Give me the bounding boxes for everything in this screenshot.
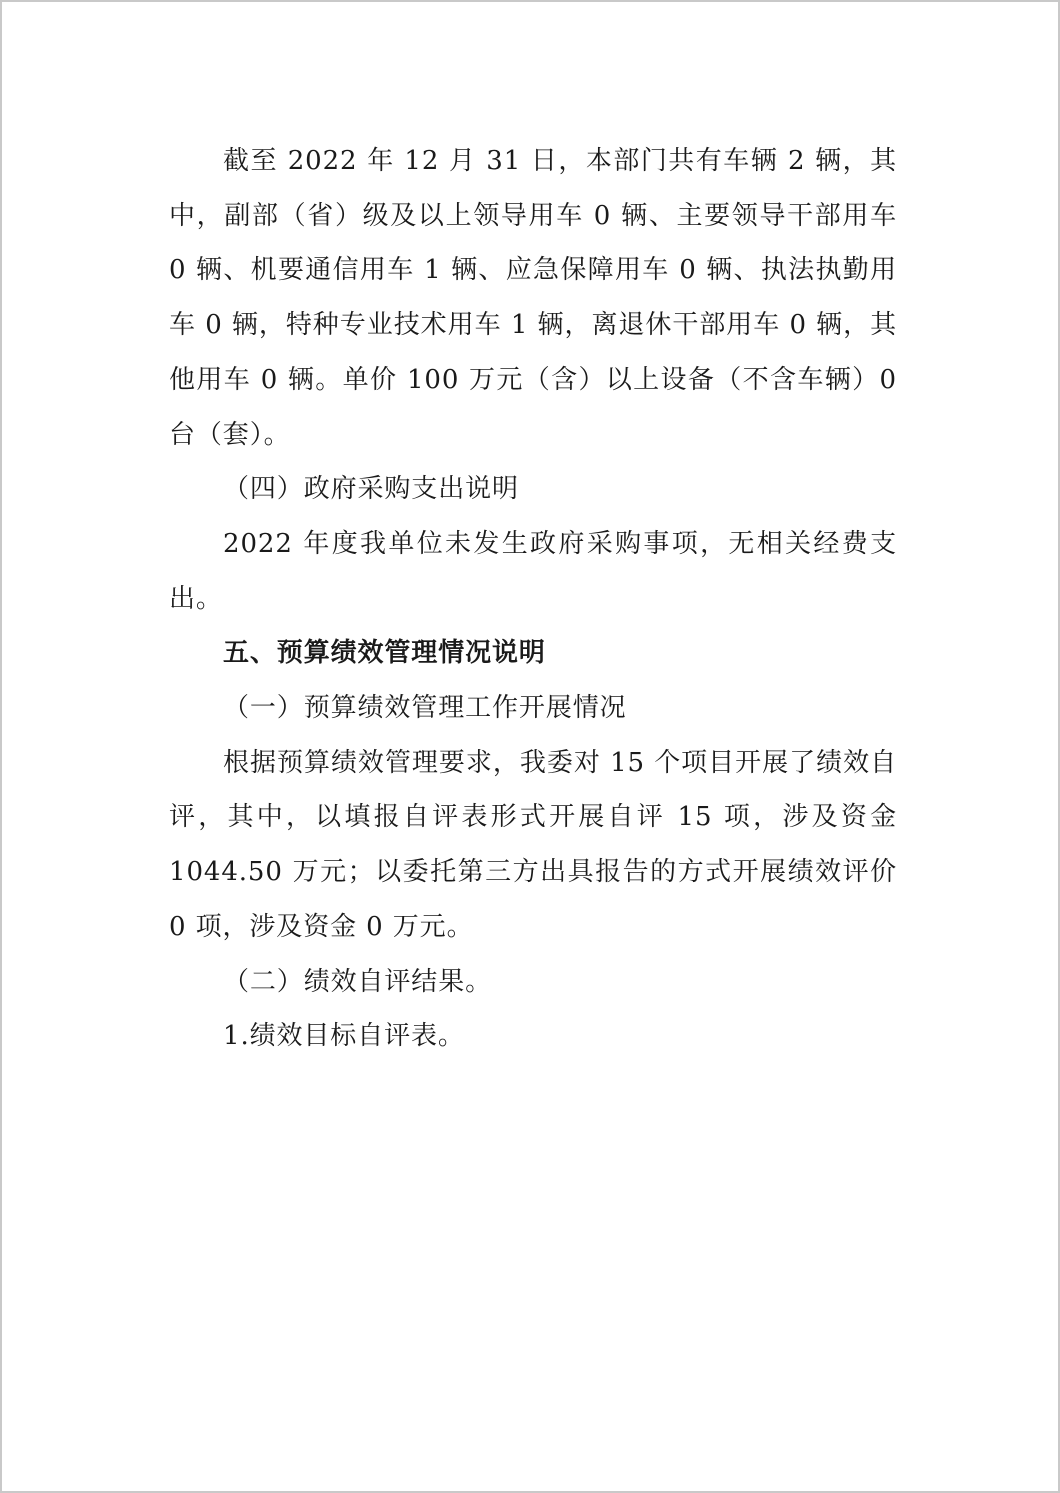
subheading-performance-work: （一）预算绩效管理工作开展情况 (223, 693, 627, 724)
subheading-procurement: （四）政府采购支出说明 (223, 474, 519, 505)
document-body (169, 134, 897, 1064)
self-evaluation-item: 1.绩效目标自评表。 (223, 1021, 465, 1052)
performance-paragraph: 根据预算绩效管理要求，我委对 15 个项目开展了绩效自评，其中，以填报自评表形式开展自评 15 项，涉及资金 1044.50 万元；以委托第三方出具报告的方式开展绩效评价 0 项，涉及资金 0 万元。 (169, 747, 897, 942)
subheading-self-evaluation: （二）绩效自评结果。 (223, 966, 493, 997)
section-heading-performance: 五、预算绩效管理情况说明 (223, 638, 546, 669)
vehicle-paragraph: 截至 2022 年 12 月 31 日，本部门共有车辆 2 辆，其中，副部（省）级及以上领导用车 0 辆、主要领导干部用车 0 辆、机要通信用车 1 辆、应急保障用车 0 辆、执法执勤用车 0 辆，特种专业技术用车 1 辆，离退休干部用车 0 辆，其他用车 0 辆。单价 100 万元（含）以上设备（不含车辆）0 台（套）。 (169, 146, 897, 450)
procurement-paragraph: 2022 年度我单位未发生政府采购事项，无相关经费支出。 (169, 528, 897, 614)
